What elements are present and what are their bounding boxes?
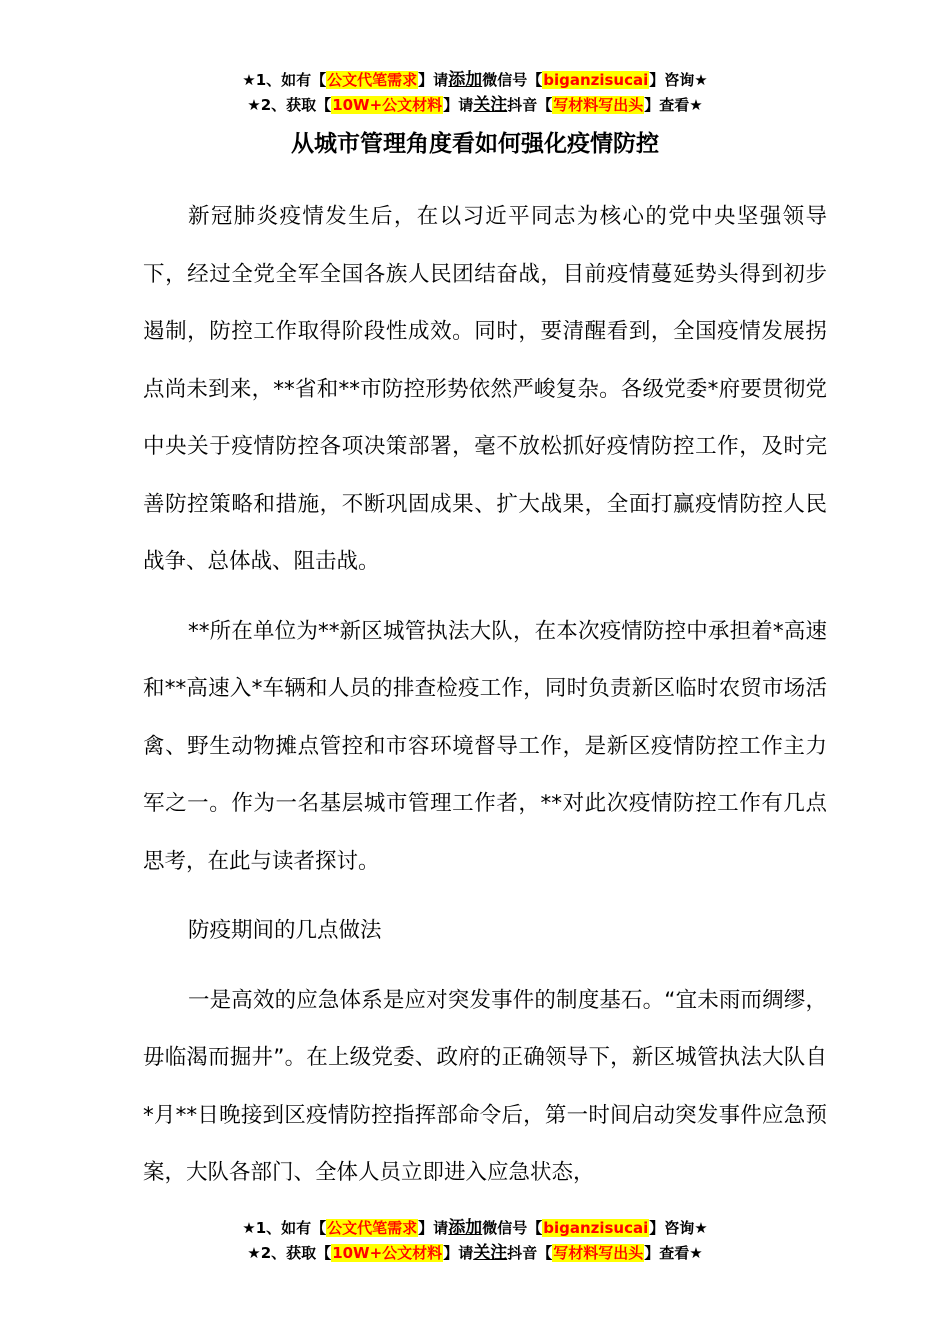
header-ad-line-2-prefix: ★2、获取【 bbox=[247, 96, 332, 114]
header-ad-line-2-underline-follow: 关注 bbox=[473, 95, 508, 115]
header-ad-line-2-highlight-douyin: 写材料写出头 bbox=[553, 96, 644, 114]
document-body bbox=[143, 188, 827, 1214]
header-ad-line-1-prefix: ★1、如有【 bbox=[242, 71, 327, 89]
body-paragraph-3: 一是高效的应急体系是应对突发事件的制度基石。“宜未雨而绸缪，毋临渴而掘井”。在上级党委、政府的正确领导下，新区城管执法大队自*月**日晚接到区疫情防控指挥部命令后，第一时间启动突发事件应急预案，大队各部门、全体人员立即进入应急状态， bbox=[143, 987, 827, 1185]
header-ad-line-1-highlight-wechat: biganzisucai bbox=[543, 71, 649, 89]
footer-ad-line-2-mid-1: 】请 bbox=[443, 1244, 474, 1262]
section-heading: 防疫期间的几点做法 bbox=[188, 918, 382, 943]
body-paragraph-2: **所在单位为**新区城管执法大队，在本次疫情防控中承担着*高速和**高速入*车辆和人员的排查检疫工作，同时负责新区临时农贸市场活禽、野生动物摊点管控和市容环境督导工作，是新区疫情防控工作主力军之一。作为一名基层城市管理工作者，**对此次疫情防控工作有几点思考，在此与读者探讨。 bbox=[143, 618, 827, 874]
footer-ad-line-1-mid-1: 】请 bbox=[418, 1219, 449, 1237]
header-ad-line-2-mid-2: 抖音【 bbox=[507, 96, 553, 114]
footer-ad-line-1-suffix: 】咨询★ bbox=[649, 1219, 708, 1237]
footer-ad-line-1-prefix: ★1、如有【 bbox=[242, 1219, 327, 1237]
header-ad-line-2-suffix: 】查看★ bbox=[644, 96, 703, 114]
header-ad-line-1-mid-1: 】请 bbox=[418, 71, 449, 89]
footer-ad-line-2-prefix: ★2、获取【 bbox=[247, 1244, 332, 1262]
header-ad-line-1-suffix: 】咨询★ bbox=[649, 71, 708, 89]
footer-ad-line-2-highlight-douyin: 写材料写出头 bbox=[553, 1244, 644, 1262]
footer-ad-line-1-underline-add: 添加 bbox=[448, 1218, 483, 1238]
footer-ad-line-1 bbox=[0, 1216, 950, 1241]
header-ad-line-1-highlight-service: 公文代笔需求 bbox=[327, 71, 418, 89]
footer-ad-line-2-suffix: 】查看★ bbox=[644, 1244, 703, 1262]
header-ad-line-1-underline-add: 添加 bbox=[448, 70, 483, 90]
header-ad bbox=[0, 68, 950, 118]
header-ad-line-2 bbox=[0, 93, 950, 118]
footer-ad-line-1-mid-2: 微信号【 bbox=[482, 1219, 543, 1237]
header-ad-line-2-highlight-materials: 10W+公文材料 bbox=[332, 96, 443, 114]
footer-ad-line-1-highlight-wechat: biganzisucai bbox=[543, 1219, 649, 1237]
footer-ad-line-2-highlight-materials: 10W+公文材料 bbox=[332, 1244, 443, 1262]
footer-ad-line-1-highlight-service: 公文代笔需求 bbox=[327, 1219, 418, 1237]
footer-ad-line-2-underline-follow: 关注 bbox=[473, 1243, 508, 1263]
body-paragraph-1: 新冠肺炎疫情发生后，在以习近平同志为核心的党中央坚强领导下，经过全党全军全国各族人民团结奋战，目前疫情蔓延势头得到初步遏制，防控工作取得阶段性成效。同时，要清醒看到，全国疫情发展拐点尚未到来，**省和**市防控形势依然严峻复杂。各级党委*府要贯彻党中央关于疫情防控各项决策部署，毫不放松抓好疫情防控工作，及时完善防控策略和措施，不断巩固成果、扩大战果，全面打赢疫情防控人民战争、总体战、阻击战。 bbox=[143, 204, 827, 574]
footer-ad-line-2 bbox=[0, 1241, 950, 1266]
header-ad-line-2-mid-1: 】请 bbox=[443, 96, 474, 114]
footer-ad-line-2-mid-2: 抖音【 bbox=[507, 1244, 553, 1262]
footer-ad bbox=[0, 1216, 950, 1266]
document-title: 从城市管理角度看如何强化疫情防控 bbox=[291, 131, 659, 157]
header-ad-line-1 bbox=[0, 68, 950, 93]
header-ad-line-1-mid-2: 微信号【 bbox=[482, 71, 543, 89]
